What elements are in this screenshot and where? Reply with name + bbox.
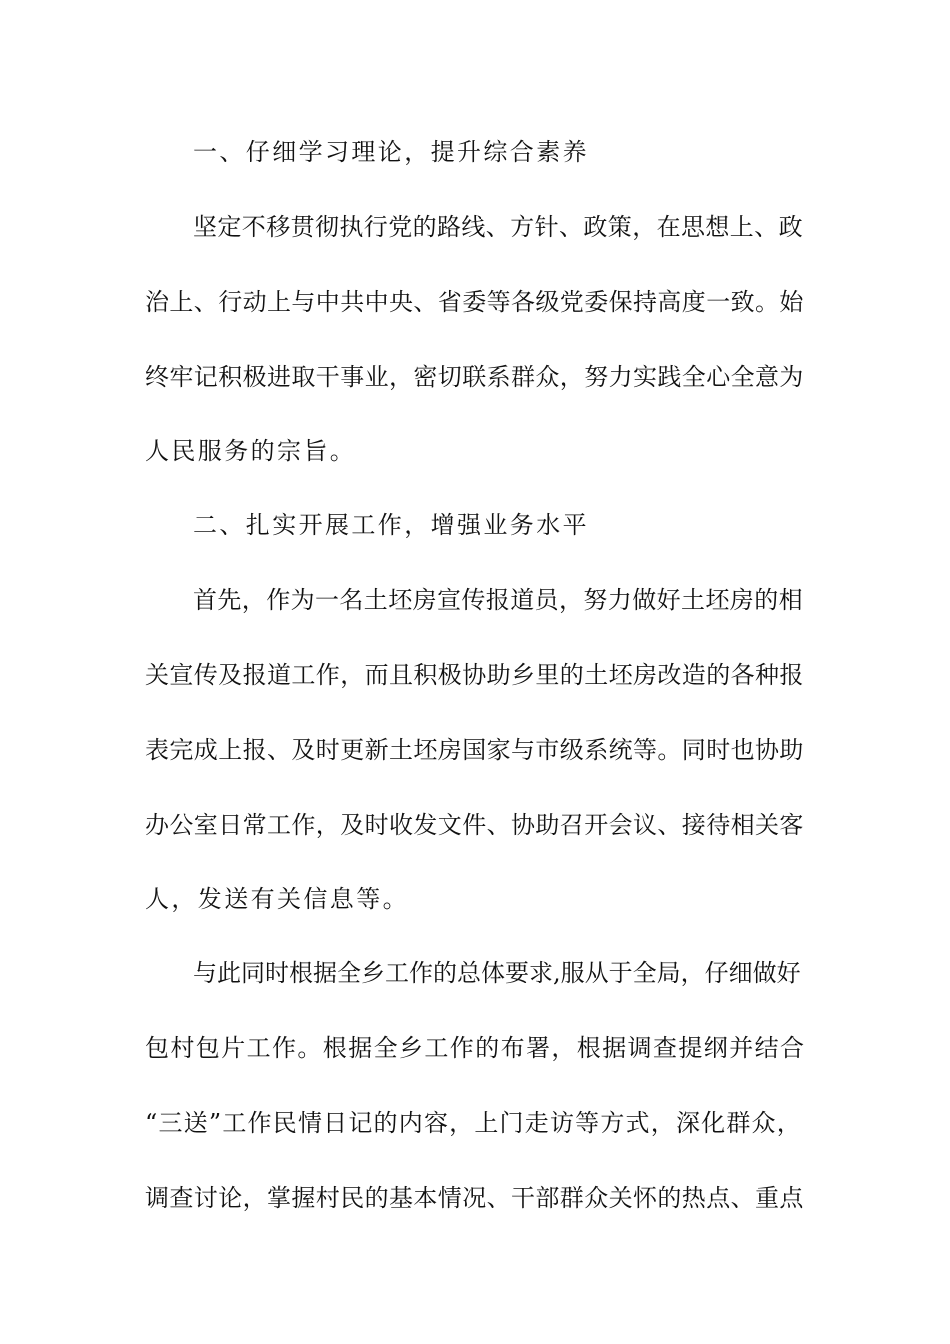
paragraph-line: 调查讨论，掌握村民的基本情况、干部群众关怀的热点、重点: [145, 1184, 804, 1212]
paragraph-line: 表完成上报、及时更新土坯房国家与市级系统等。同时也协助: [145, 736, 804, 764]
section-heading-1: 一、仔细学习理论，提升综合素养: [193, 138, 589, 166]
paragraph-line: 包村包片工作。根据全乡工作的布署，根据调查提纲并结合: [145, 1034, 806, 1062]
paragraph-line: 首先，作为一名土坯房宣传报道员，努力做好土坯房的相: [193, 586, 803, 614]
section-heading-2: 二、扎实开展工作，增强业务水平: [193, 511, 589, 539]
paragraph-line: 坚定不移贯彻执行党的路线、方针、政策，在思想上、政: [193, 213, 803, 241]
paragraph-line: 关宣传及报道工作，而且积极协助乡里的土坯房改造的各种报: [145, 661, 804, 689]
paragraph-line: 办公室日常工作，及时收发文件、协助召开会议、接待相关客: [145, 811, 804, 839]
paragraph-line: 终牢记积极进取干事业，密切联系群众，努力实践全心全意为: [145, 363, 804, 391]
paragraph-line: 治上、行动上与中共中央、省委等各级党委保持高度一致。始: [145, 288, 804, 316]
paragraph-line: 人民服务的宗旨。: [145, 437, 357, 465]
paragraph-line: 与此同时根据全乡工作的总体要求,服从于全局，仔细做好: [193, 959, 801, 987]
paragraph-line: 人，发送有关信息等。: [145, 885, 409, 913]
paragraph-line: “三送”工作民情日记的内容，上门走访等方式，深化群众，: [145, 1109, 802, 1137]
